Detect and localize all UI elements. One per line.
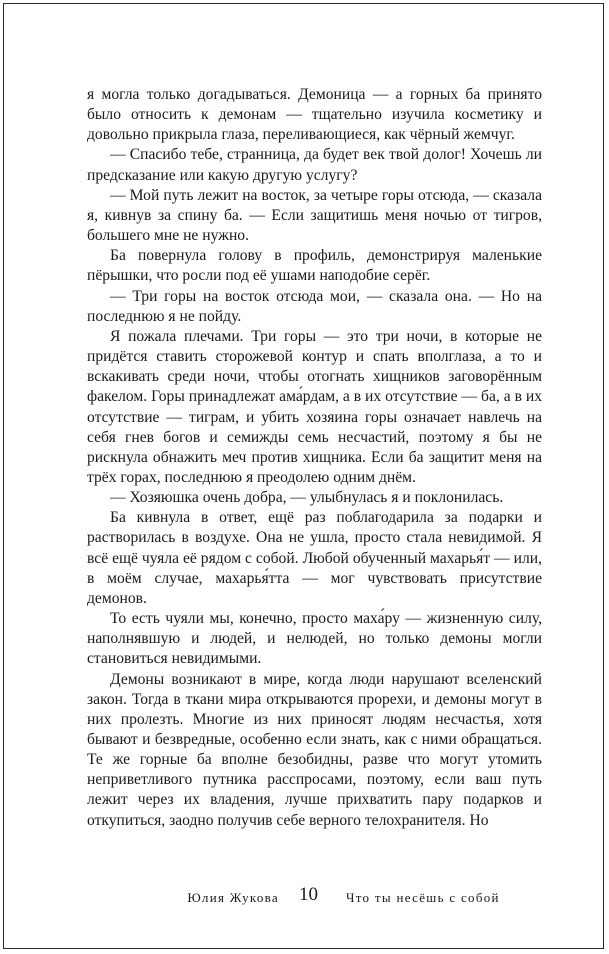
body-text [87,85,542,831]
page-number: 10 [299,884,318,905]
paragraph: я могла только догадываться. Демоница — а горных ба принято было относить к демонам — тщательно изучила косметику и довольно прикрыла глаза, переливающиеся, как чёрный жемчуг. [87,86,542,144]
footer-book-title: Что ты несёшь с собой [346,890,500,905]
paragraph: — Спасибо тебе, странница, да будет век твой долог! Хочешь ли предсказание или какую другую услугу? [87,146,542,184]
paragraph: То есть чуяли мы, конечно, просто маха́ру — жизненную силу, наполнявшую и людей, и нелюдей, но только демоны могли становиться невидимыми. [87,610,542,668]
paragraph: Ба повернула голову в профиль, демонстрируя маленькие пёрышки, что росли под её ушами наподобие серёг. [87,247,542,285]
paragraph: — Хозяюшка очень добра, — улыбнулась я и поклонилась. [110,489,504,507]
paragraph: Ба кивнула в ответ, ещё раз поблагодарила за подарки и растворилась в воздухе. Она не ушла, просто стала невидимой. Я всё ещё чуяла её рядом с собой. Любой обученный махарья́т — или, в моём случае, махарья́тта — мог чувствовать присутствие демонов. [87,509,542,607]
paragraph: — Три горы на восток отсюда мои, — сказала она. — Но на последнюю я не пойду. [87,287,542,325]
footer-author: Юлия Жукова [187,890,279,905]
paragraph: Я пожала плечами. Три горы — это три ночи, в которые не придётся ставить сторожевой контур и спать вполглаза, а то и вскакивать среди ночи, чтобы отогнать хищников заговорённым факелом. Горы принадлежат ама́рдам, а в их отсутствие — ба, а в их отсутствие — тиграм, и убить хозяина горы означает навлечь на себя гнев богов и семижды семь несчастий, поэтому я бы не рискнула обнажить меч против хищника. Если ба защитит меня на трёх горах, последнюю я преодолею одним днём. [87,327,542,486]
paragraph: Демоны возникают в мире, когда люди нарушают вселенский закон. Тогда в ткани мира открываются прорехи, и демоны могут в них пролезть. Многие из них приносят людям несчастья, хотя бывают и безвредные, особенно если знать, как с ними обращаться. Те же горные ба вполне безобидны, разве что могут утомить неприветливого путника расспросами, поэтому, если ваш путь лежит через их владения, лучше прихватить пару подарков и откупиться, заодно получив себе верного телохранителя. Но [87,670,542,829]
page-footer [0,884,609,910]
paragraph: — Мой путь лежит на восток, за четыре горы отсюда, — сказала я, кивнув за спину ба. — Если защитишь меня ночью от тигров, большего мне не нужно. [87,186,542,245]
